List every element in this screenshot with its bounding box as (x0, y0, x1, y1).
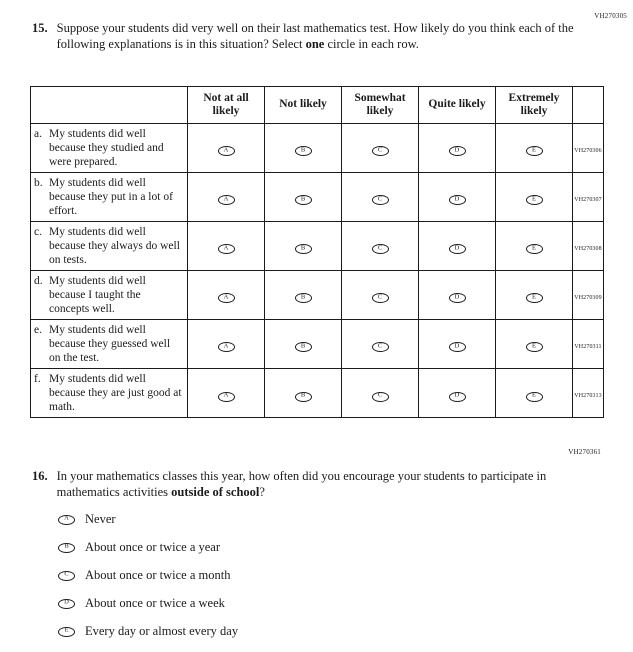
row-c-letter: c. (34, 226, 42, 239)
question-15-text (57, 20, 577, 52)
answer-oval-c-5[interactable]: E (526, 244, 543, 254)
answer-oval-e-1[interactable]: A (218, 342, 235, 352)
row-d-text: My students did well because I taught the concepts well. (49, 275, 146, 316)
question-16-options (58, 512, 238, 652)
question-15-text-bold: one (305, 37, 325, 51)
answer-oval-a-2[interactable]: B (295, 146, 312, 156)
answer-oval-d-4[interactable]: D (449, 293, 466, 303)
option-once-twice-week (58, 596, 238, 611)
column-header-extremely-likely: Extremely likely (496, 87, 573, 124)
question-16-text (57, 468, 577, 500)
option-once-twice-month-label: About once or twice a month (85, 568, 231, 582)
column-header-somewhat-likely: Somewhat likely (342, 87, 419, 124)
stub-header (31, 87, 188, 124)
answer-oval-e-4[interactable]: D (449, 342, 466, 352)
option-never (58, 512, 238, 527)
column-header-not-at-all-likely: Not at all likely (188, 87, 265, 124)
answer-oval-f-2[interactable]: B (295, 392, 312, 402)
question-15-text-part2: circle in each row. (324, 37, 419, 51)
table-row-e (31, 320, 604, 369)
answer-oval-f-1[interactable]: A (218, 392, 235, 402)
row-a-letter: a. (34, 128, 42, 140)
answer-oval-e-5[interactable]: E (526, 342, 543, 352)
row-c-label (34, 225, 183, 267)
row-a-text: My students did well because they studied and were prepared. (49, 128, 164, 169)
answer-oval-a-3[interactable]: C (372, 146, 389, 156)
answer-oval-q16-3[interactable]: C (58, 571, 75, 581)
option-once-twice-month (58, 568, 238, 583)
row-d-label (34, 274, 183, 316)
answer-oval-a-1[interactable]: A (218, 146, 235, 156)
row-a-label (34, 127, 183, 169)
answer-oval-q16-4[interactable]: D (58, 599, 75, 609)
row-b-letter: b. (34, 177, 43, 190)
answer-oval-q16-5[interactable]: E (58, 627, 75, 637)
likert-table (30, 86, 604, 418)
item-code-q16: VH270361 (568, 448, 601, 456)
answer-oval-c-2[interactable]: B (295, 244, 312, 254)
answer-oval-f-4[interactable]: D (449, 392, 466, 402)
option-every-day-label: Every day or almost every day (85, 624, 239, 638)
row-c-text: My students did well because they always do well on tests. (49, 226, 180, 267)
row-b-label (34, 176, 183, 218)
column-header-not-likely: Not likely (265, 87, 342, 124)
table-row-b (31, 173, 604, 222)
question-15-text-part1: Suppose your students did very well on their last mathematics test. How likely do you think each of the following explanations is in this situation? Select (56, 21, 574, 51)
row-b-text: My students did well because they put in a lot of effort. (49, 177, 173, 218)
question-16-text-part1: In your mathematics classes this year, how often did you encourage your students to participate in mathematics activities (56, 469, 547, 499)
row-c-code: VH270308 (574, 246, 602, 253)
row-e-text: My students did well because they guessed well on the test. (49, 324, 171, 365)
answer-oval-d-5[interactable]: E (526, 293, 543, 303)
answer-oval-q16-1[interactable]: A (58, 515, 75, 525)
answer-oval-b-3[interactable]: C (372, 195, 389, 205)
table-row-f (31, 369, 604, 418)
answer-oval-c-3[interactable]: C (372, 244, 389, 254)
table-row-a (31, 124, 604, 173)
question-16-text-part2: ? (259, 485, 265, 499)
question-15-number: 15. (32, 21, 48, 35)
row-f-text: My students did well because they are just good at math. (49, 373, 182, 414)
row-e-code: VH270311 (574, 344, 602, 351)
answer-oval-b-1[interactable]: A (218, 195, 235, 205)
answer-oval-e-2[interactable]: B (295, 342, 312, 352)
code-column-header (573, 87, 604, 124)
row-f-letter: f. (34, 373, 41, 386)
table-row-c (31, 222, 604, 271)
option-once-twice-year (58, 540, 238, 555)
row-e-letter: e. (34, 324, 42, 337)
answer-oval-f-5[interactable]: E (526, 392, 543, 402)
option-once-twice-week-label: About once or twice a week (85, 596, 225, 610)
row-f-label (34, 372, 183, 414)
answer-oval-a-4[interactable]: D (449, 146, 466, 156)
option-once-twice-year-label: About once or twice a year (85, 540, 221, 554)
answer-oval-d-1[interactable]: A (218, 293, 235, 303)
option-never-label: Never (85, 512, 116, 526)
answer-oval-d-3[interactable]: C (372, 293, 389, 303)
answer-oval-d-2[interactable]: B (295, 293, 312, 303)
table-row-d (31, 271, 604, 320)
question-15 (32, 20, 577, 52)
table-header-row (31, 87, 604, 124)
answer-oval-c-4[interactable]: D (449, 244, 466, 254)
question-16-number: 16. (32, 469, 48, 483)
answer-oval-e-3[interactable]: C (372, 342, 389, 352)
answer-oval-c-1[interactable]: A (218, 244, 235, 254)
row-f-code: VH270313 (574, 393, 602, 400)
question-16 (32, 468, 577, 500)
row-b-code: VH270307 (574, 197, 602, 204)
row-e-label (34, 323, 183, 365)
answer-oval-q16-2[interactable]: B (58, 543, 75, 553)
question-16-text-bold: outside of school (171, 485, 260, 499)
answer-oval-b-4[interactable]: D (449, 195, 466, 205)
row-d-letter: d. (34, 275, 43, 288)
answer-oval-b-5[interactable]: E (526, 195, 543, 205)
option-every-day (58, 624, 238, 639)
row-a-code: VH270306 (574, 148, 602, 155)
answer-oval-a-5[interactable]: E (526, 146, 543, 156)
answer-oval-f-3[interactable]: C (372, 392, 389, 402)
column-header-quite-likely: Quite likely (419, 87, 496, 124)
row-d-code: VH270309 (574, 295, 602, 302)
answer-oval-b-2[interactable]: B (295, 195, 312, 205)
item-code-q15: VH270305 (594, 12, 627, 20)
